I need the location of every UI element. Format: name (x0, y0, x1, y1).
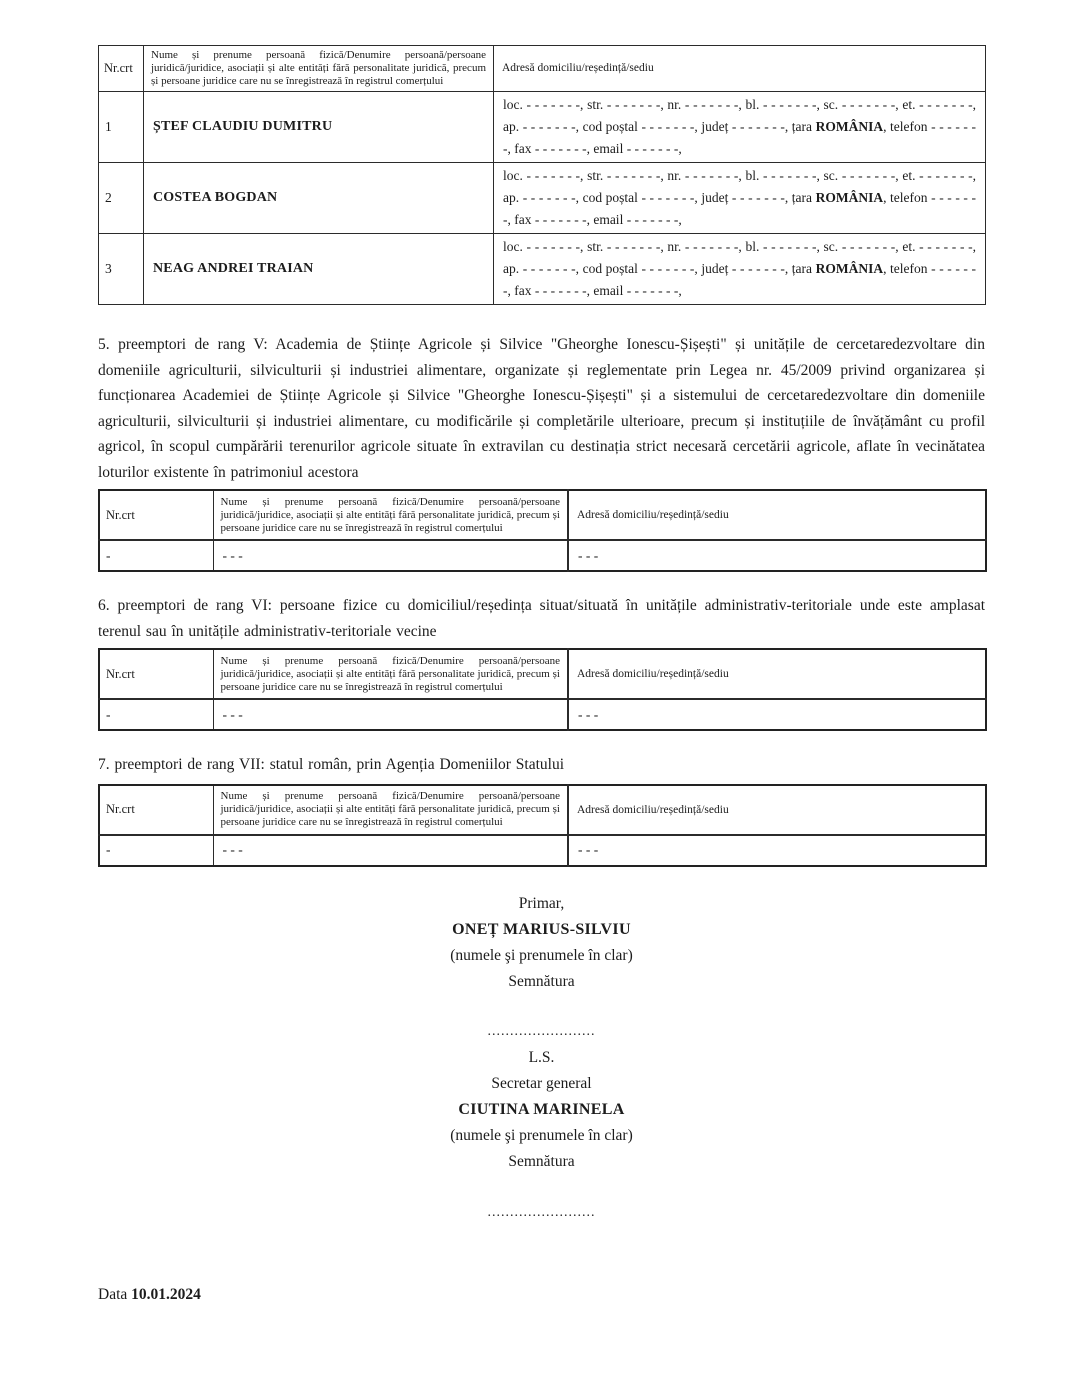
primar-name: ONEȚ MARIUS-SILVIU (452, 920, 631, 938)
address-after-country: , telefon - - - - - - -, fax - - - - - - -, email - - - - - - -, (503, 119, 976, 156)
rang-vi-table (98, 648, 987, 731)
secretar-name: CIUTINA MARINELA (458, 1100, 625, 1118)
section-5-paragraph: 5. preemptori de rang V: Academia de Științe Agricole și Silvice "Gheorghe Ionescu-Șișești" și unitățile de cercetaredezvoltare din domeniile agriculturii, silviculturii și industriei alimentare, organizate și reglementate prin Legea nr. 45/2009 privind organizarea și funcționarea Academiei de Științe Agricole și Silvice "Gheorghe Ionescu-Șișești" și a sistemului de cercetaredezvoltare din domeniile agriculturii, silviculturii și industriei alimentare, cu modificările și completările ulterioare, precum și instituțiile de învățământ cu profil agricol, în scopul cumpărării terenurilor agricole situate în extravilan cu destinația strict necesară cercetării agricole, aflate în vecinătatea loturilor existente în patrimoniul acestora (98, 336, 985, 481)
signature-label: Semnătura (508, 972, 575, 990)
header-nr: Nr.crt (99, 649, 213, 699)
table-header-row (99, 649, 986, 699)
preemptor-address (494, 234, 986, 305)
header-address: Adresă domiciliu/reședință/sediu (568, 649, 986, 699)
header-name: Nume și prenume persoană fizică/Denumire persoană/persoane juridică/juridice, asociații și alte entități fără personalitate juridică, precum și persoane juridice care nu se înregistrează în registrul comerțului (213, 785, 568, 835)
header-nr: Nr.crt (99, 785, 213, 835)
row-number: 2 (99, 163, 144, 234)
address-before-country: loc. - - - - - - -, str. - - - - - - -, nr. - - - - - - -, bl. - - - - - - -, sc. - - - - - - -, et. - - - - - - -, ap. - - - - - - -, cod poștal - - - - - - -, județ - - - - - - -, țara (503, 97, 976, 134)
address-before-country: loc. - - - - - - -, str. - - - - - - -, nr. - - - - - - -, bl. - - - - - - -, sc. - - - - - - -, et. - - - - - - -, ap. - - - - - - -, cod poștal - - - - - - -, județ - - - - - - -, țara (503, 168, 976, 205)
name-in-clear-note: (numele şi prenumele în clar) (450, 1126, 633, 1144)
header-address: Adresă domiciliu/reședință/sediu (494, 46, 986, 92)
address-country: ROMÂNIA (815, 261, 884, 276)
header-name: Nume și prenume persoană fizică/Denumire persoană/persoane juridică/juridice, asociații și alte entități fără personalitate juridică, precum și persoane juridice care nu se înregistrează în registrul comerțului (144, 46, 494, 92)
empty-row (99, 835, 986, 866)
preemptors-table (98, 45, 986, 305)
address-country: ROMÂNIA (815, 190, 884, 205)
address-before-country: loc. - - - - - - -, str. - - - - - - -, nr. - - - - - - -, bl. - - - - - - -, sc. - - - - - - -, et. - - - - - - -, ap. - - - - - - -, cod poștal - - - - - - -, județ - - - - - - -, țara (503, 239, 976, 276)
rang-vii-table (98, 784, 987, 867)
address-after-country: , telefon - - - - - - -, fax - - - - - - -, email - - - - - - -, (503, 190, 976, 227)
table-header-row (99, 785, 986, 835)
row-number: - (99, 835, 213, 866)
header-address: Adresă domiciliu/reședință/sediu (568, 785, 986, 835)
preemptor-name: ȘTEF CLAUDIU DUMITRU (144, 92, 494, 163)
table-header-row (99, 46, 986, 92)
empty-row (99, 540, 986, 571)
date-label: Data (98, 1285, 128, 1303)
preemptor-address (494, 163, 986, 234)
signature-dots-line: ........................ (487, 1204, 596, 1220)
table-row (99, 163, 986, 234)
row-number: - (99, 699, 213, 730)
empty-address: - - - (568, 699, 986, 730)
empty-name: - - - (213, 835, 568, 866)
signature-block (98, 891, 985, 1226)
section-7-paragraph: 7. preemptori de rang VII: statul român, prin Agenția Domeniilor Statului (98, 756, 565, 773)
empty-row (99, 699, 986, 730)
signature-label: Semnătura (508, 1152, 575, 1170)
table-row (99, 234, 986, 305)
secretar-title: Secretar general (491, 1074, 592, 1092)
preemptor-address (494, 92, 986, 163)
header-name: Nume și prenume persoană fizică/Denumire persoană/persoane juridică/juridice, asociații și alte entități fără personalitate juridică, precum și persoane juridice care nu se înregistrează în registrul comerțului (213, 649, 568, 699)
preemptor-name: NEAG ANDREI TRAIAN (144, 234, 494, 305)
section-6-paragraph: 6. preemptori de rang VI: persoane fizice cu domiciliul/reședința situat/situată în unitățile administrativ-teritoriale unde este amplasat terenul sau în unitățile administrativ-teritoriale vecine (98, 597, 985, 640)
date-line (98, 1286, 985, 1304)
row-number: 3 (99, 234, 144, 305)
row-number: 1 (99, 92, 144, 163)
table-row (99, 92, 986, 163)
date-value: 10.01.2024 (131, 1285, 201, 1303)
empty-name: - - - (213, 540, 568, 571)
ls-label: L.S. (528, 1048, 555, 1066)
primar-title: Primar, (518, 894, 565, 912)
empty-address: - - - (568, 835, 986, 866)
header-name: Nume și prenume persoană fizică/Denumire persoană/persoane juridică/juridice, asociații și alte entități fără personalitate juridică, precum și persoane juridice care nu se înregistrează în registrul comerțului (213, 490, 568, 540)
table-header-row (99, 490, 986, 540)
header-address: Adresă domiciliu/reședință/sediu (568, 490, 986, 540)
address-country: ROMÂNIA (815, 119, 884, 134)
header-nr: Nr.crt (99, 490, 213, 540)
preemptor-name: COSTEA BOGDAN (144, 163, 494, 234)
signature-dots-line: ........................ (487, 1023, 596, 1039)
empty-address: - - - (568, 540, 986, 571)
row-number: - (99, 540, 213, 571)
address-after-country: , telefon - - - - - - -, fax - - - - - - -, email - - - - - - -, (503, 261, 976, 298)
name-in-clear-note: (numele şi prenumele în clar) (450, 946, 633, 964)
header-nr: Nr.crt (99, 46, 144, 92)
rang-v-table (98, 489, 987, 572)
empty-name: - - - (213, 699, 568, 730)
